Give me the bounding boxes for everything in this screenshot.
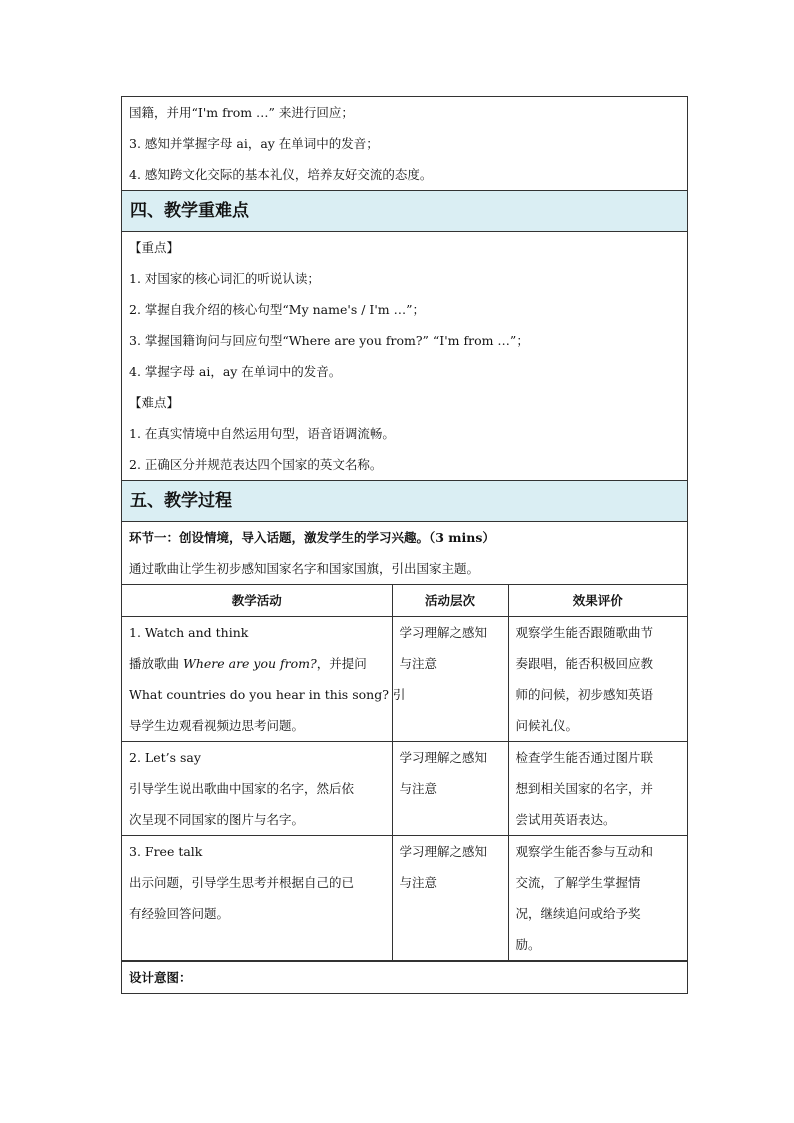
table-row	[122, 617, 687, 742]
evaluation-line: 想到相关国家的名字，并	[515, 781, 654, 796]
activity-text: 播放歌曲	[129, 656, 183, 671]
evaluation-line: 观察学生能否参与互动和	[515, 844, 654, 859]
evaluation-cell	[508, 742, 687, 836]
level-line: 学习理解之感知	[399, 844, 488, 859]
evaluation-line: 况，继续追问或给予奖	[515, 906, 641, 921]
design-intent-label: 设计意图：	[129, 970, 192, 985]
difficult-points-label: 【难点】	[129, 395, 180, 410]
step-one-title: 环节一：创设情境，导入话题，激发学生的学习兴趣。（3 mins）	[129, 530, 495, 545]
key-points-label: 【重点】	[129, 240, 180, 255]
header-level: 活动层次	[392, 585, 508, 617]
activities-table-wrapper	[122, 585, 687, 962]
key-point: 4. 掌握字母 ai，ay 在单词中的发音。	[129, 364, 342, 379]
difficult-point: 2. 正确区分并规范表达四个国家的英文名称。	[129, 457, 383, 472]
level-cell	[392, 836, 508, 961]
song-title: Where are you from?	[182, 656, 317, 671]
level-line: 与注意	[399, 656, 438, 671]
key-point: 3. 掌握国籍询问与回应句型“Where are you from?” “I'm from …”；	[129, 333, 529, 348]
objective-line: 国籍，并用“I'm from …” 来进行回应；	[129, 105, 354, 120]
objective-line: 4. 感知跨文化交际的基本礼仪，培养友好交流的态度。	[129, 167, 433, 182]
evaluation-cell	[508, 836, 687, 961]
activity-line: 有经验回答问题。	[129, 906, 230, 921]
level-line: 与注意	[399, 875, 438, 890]
section-heading-teaching-process: 五、教学过程	[122, 481, 687, 522]
header-activity: 教学活动	[122, 585, 392, 617]
activity-text: ，并提问	[316, 656, 367, 671]
header-evaluation: 效果评价	[508, 585, 687, 617]
activity-cell	[122, 617, 406, 742]
evaluation-cell	[508, 617, 687, 742]
activity-line: What countries do you hear in this song? 引	[129, 687, 406, 702]
table-header-row	[122, 585, 687, 617]
lesson-plan-sheet	[121, 96, 688, 994]
level-line: 学习理解之感知	[399, 625, 488, 640]
step-one	[122, 522, 687, 585]
key-difficult-points	[122, 232, 687, 481]
activity-line: 出示问题，引导学生思考并根据自己的已	[129, 875, 355, 890]
activity-title: 2. Let’s say	[129, 750, 201, 765]
evaluation-line: 观察学生能否跟随歌曲节	[515, 625, 654, 640]
activity-title: 1. Watch and think	[129, 625, 249, 640]
evaluation-line: 交流，了解学生掌握情	[515, 875, 641, 890]
table-row	[122, 742, 687, 836]
evaluation-line: 检查学生能否通过图片联	[515, 750, 654, 765]
difficult-point: 1. 在真实情境中自然运用句型，语音语调流畅。	[129, 426, 395, 441]
level-line: 与注意	[399, 781, 438, 796]
level-cell	[392, 742, 508, 836]
level-cell	[392, 617, 508, 742]
evaluation-line: 师的问候，初步感知英语	[515, 687, 654, 702]
table-row	[122, 836, 687, 961]
activity-cell	[122, 836, 392, 961]
evaluation-line: 奏跟唱，能否积极回应教	[515, 656, 654, 671]
activity-line: 次呈现不同国家的图片与名字。	[129, 812, 305, 827]
evaluation-line: 尝试用英语表达。	[515, 812, 616, 827]
activity-line	[129, 648, 385, 679]
objective-line: 3. 感知并掌握字母 ai，ay 在单词中的发音；	[129, 136, 379, 151]
activity-line: 引导学生说出歌曲中国家的名字，然后依	[129, 781, 355, 796]
section-heading-key-difficult: 四、教学重难点	[122, 191, 687, 232]
level-line: 学习理解之感知	[399, 750, 488, 765]
step-one-description: 通过歌曲让学生初步感知国家名字和国家国旗，引出国家主题。	[129, 561, 480, 576]
evaluation-line: 问候礼仪。	[515, 718, 579, 733]
activity-cell	[122, 742, 392, 836]
activities-table	[122, 585, 687, 961]
objectives-tail	[122, 97, 687, 191]
evaluation-line: 励。	[515, 937, 541, 952]
activity-title: 3. Free talk	[129, 844, 203, 859]
key-point: 2. 掌握自我介绍的核心句型“My name's / I'm …”；	[129, 302, 425, 317]
activity-line: 导学生边观看视频边思考问题。	[129, 718, 305, 733]
key-point: 1. 对国家的核心词汇的听说认读；	[129, 271, 320, 286]
